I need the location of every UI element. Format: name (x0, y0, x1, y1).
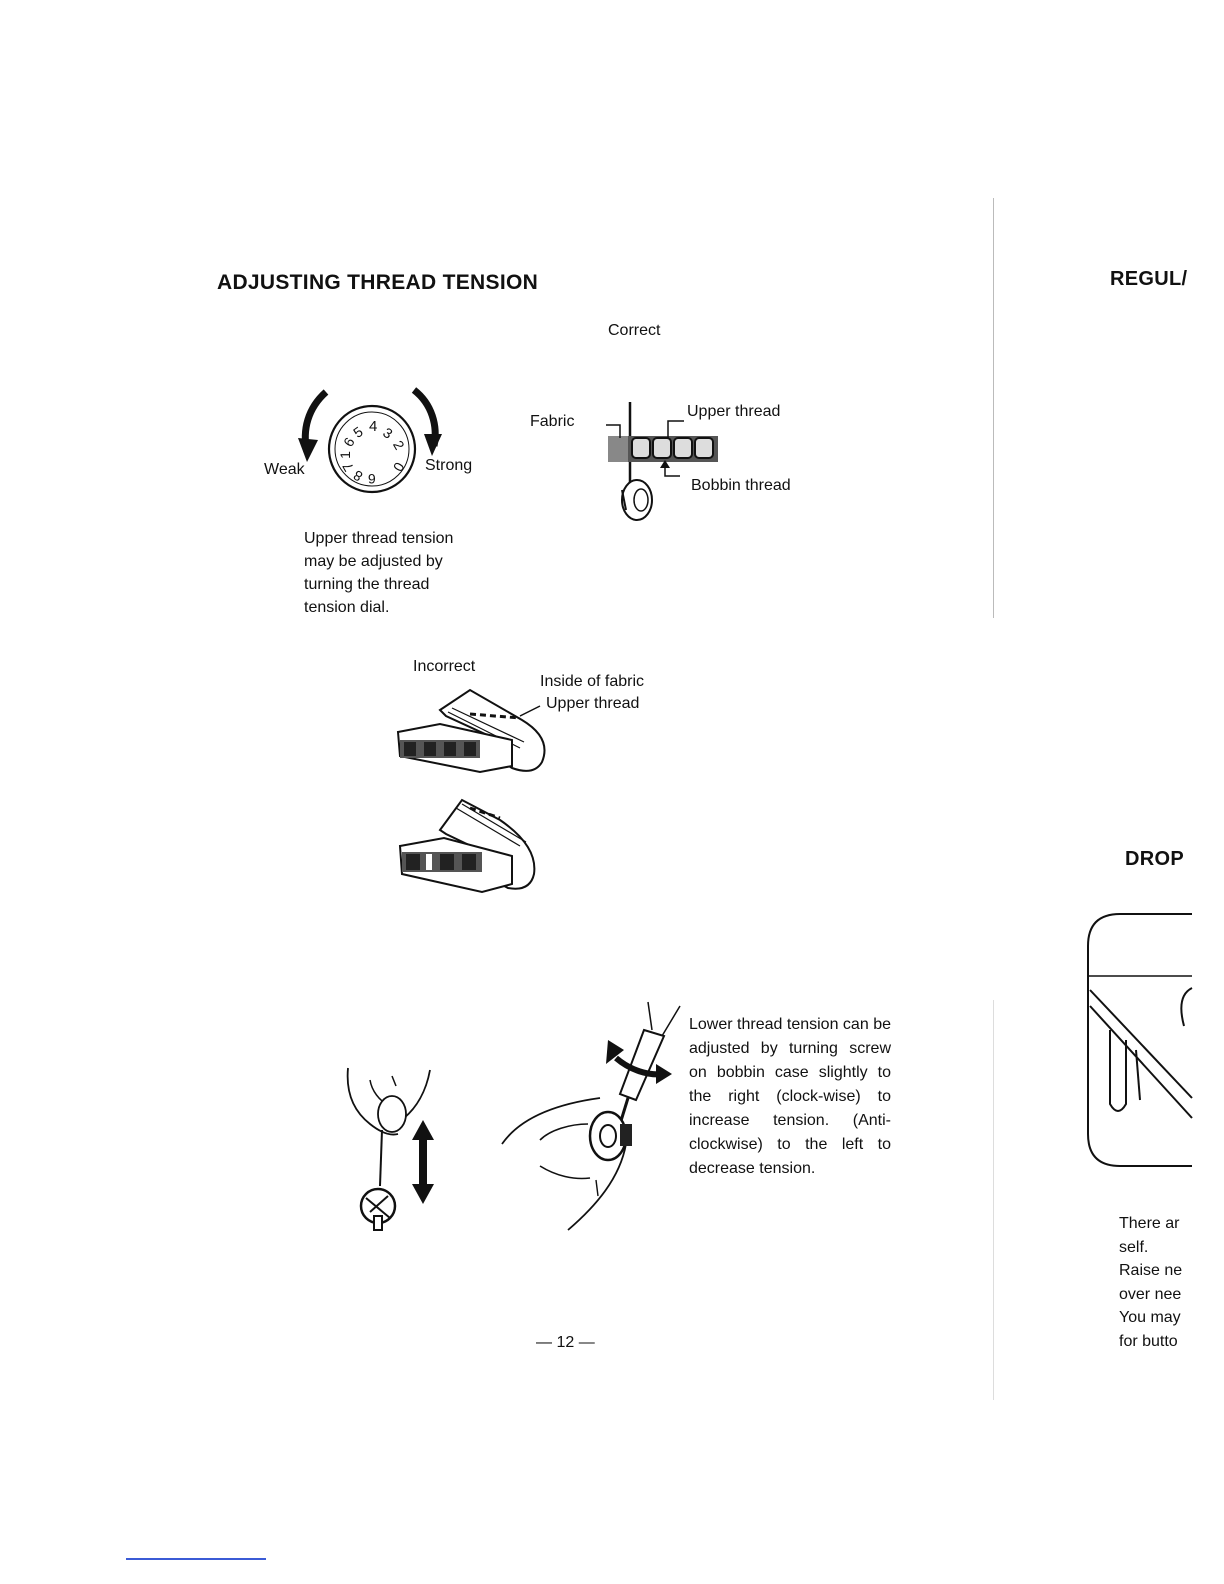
bobbin-thread-label: Bobbin thread (691, 477, 791, 494)
dial-number: 8 (350, 467, 366, 485)
dial-number: 2 (390, 437, 408, 453)
dial-number: 6 (340, 434, 358, 450)
next-page-heading: REGUL/ (1110, 268, 1188, 290)
next-page-heading-clip (1110, 268, 1224, 291)
dial-number: 0 (390, 459, 408, 475)
next-page-text-line: There ar (1119, 1215, 1180, 1232)
scan-artifact-line (126, 1558, 266, 1560)
fabric-label: Fabric (530, 413, 575, 430)
next-page-text-line: self. (1119, 1238, 1149, 1256)
dial-number: 1 (336, 451, 353, 459)
next-page-illustration (0, 0, 1, 1)
gutter-line (993, 1000, 994, 1400)
next-page-text-line: for butto (1119, 1332, 1178, 1350)
caption-line: turning the thread (304, 576, 430, 593)
dial-number: 4 (369, 418, 378, 435)
correct-heading: Correct (608, 322, 661, 339)
incorrect-heading: Incorrect (413, 658, 476, 675)
next-page-text-line: You may (1119, 1309, 1181, 1327)
next-page-text-line: Raise ne (1119, 1262, 1183, 1280)
strong-label: Strong (425, 457, 473, 474)
page-title: ADJUSTING THREAD TENSION (217, 271, 539, 294)
inside-fabric-label: Inside of fabric (540, 673, 645, 690)
lower-tension-text: Lower thread tension can be adjusted by turning screw on bobbin case slightly to the right (clock-wise) to increase tension. (Anti-clockwise) to the left to decrease tension. (689, 1016, 891, 1177)
dial-number: 3 (380, 424, 396, 442)
page-number: — 12 — (536, 1334, 595, 1351)
dial-number: 6 (368, 471, 376, 487)
caption-line: Upper thread tension (304, 530, 454, 547)
dial-caption (304, 527, 504, 619)
caption-line: may be adjusted by (304, 553, 443, 570)
dial-number: 7 (339, 459, 357, 475)
next-page-drop-heading: DROP (1125, 848, 1184, 870)
dial-number: 5 (350, 423, 366, 441)
weak-label: Weak (264, 461, 305, 478)
gutter-line (993, 198, 994, 618)
incorrect-upper-thread-label: Upper thread (546, 695, 640, 712)
next-page-text (1119, 1212, 1224, 1354)
next-page-text-line: over nee (1119, 1285, 1182, 1303)
caption-line: tension dial. (304, 599, 390, 616)
upper-thread-label: Upper thread (687, 403, 781, 420)
